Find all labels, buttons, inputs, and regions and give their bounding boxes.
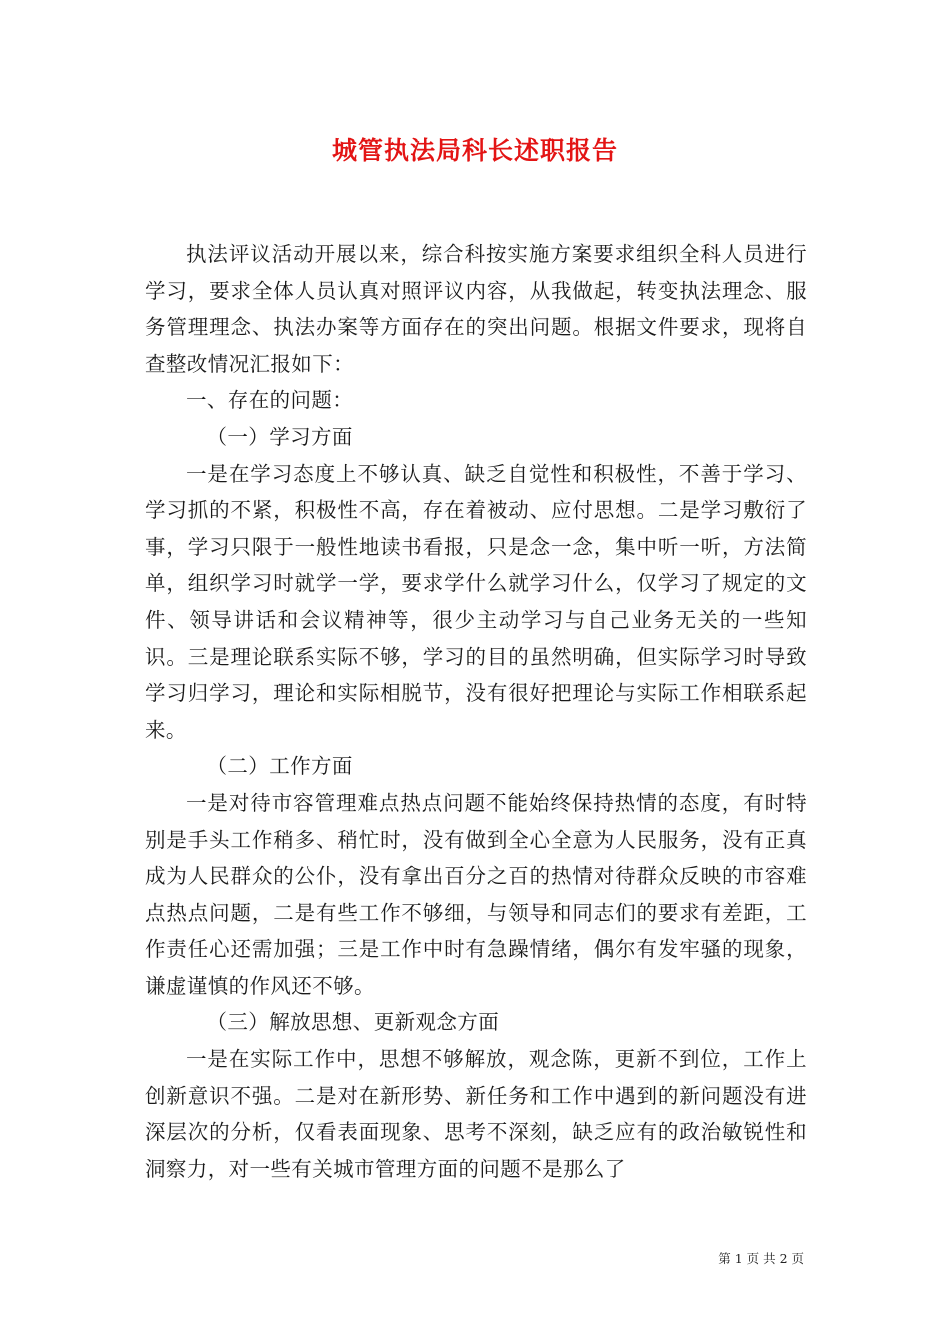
subsection-heading-study: （一）学习方面	[206, 424, 353, 449]
document-body	[145, 236, 807, 1187]
document-title: 城管执法局科长述职报告	[331, 136, 618, 165]
subsection-heading-work: （二）工作方面	[206, 754, 353, 779]
thinking-paragraph: 一是在实际工作中，思想不够解放，观念陈，更新不到位，工作上创新意识不强。二是对在新形势、新任务和工作中遇到的新问题没有进深层次的分析，仅看表面现象、思考不深刻，缺乏应有的政治敏锐性和洞察力，对一些有关城市管理方面的问题不是那么了	[145, 1047, 807, 1181]
section-heading-problems: 一、存在的问题：	[186, 388, 354, 413]
work-paragraph: 一是对待市容管理难点热点问题不能始终保持热情的态度，有时特别是手头工作稍多、稍忙时，没有做到全心全意为人民服务，没有正真成为人民群众的公仆，没有拿出百分之百的热情对待群众反映的市容难点热点问题，二是有些工作不够细，与领导和同志们的要求有差距，工作责任心还需加强；三是工作中时有急躁情绪，偶尔有发牢骚的现象，谦虚谨慎的作风还不够。	[145, 790, 807, 998]
study-paragraph: 一是在学习态度上不够认真、缺乏自觉性和积极性，不善于学习、学习抓的不紧，积极性不高，存在着被动、应付思想。二是学习敷衍了事，学习只限于一般性地读书看报，只是念一念，集中听一听，方法简单，组织学习时就学一学，要求学什么就学习什么，仅学习了规定的文件、领导讲话和会议精神等，很少主动学习与自己业务无关的一些知识。三是理论联系实际不够，学习的目的虽然明确，但实际学习时导致学习归学习，理论和实际相脱节，没有很好把理论与实际工作相联系起来。	[145, 461, 807, 742]
intro-paragraph: 执法评议活动开展以来，综合科按实施方案要求组织全科人员进行学习，要求全体人员认真对照评议内容，从我做起，转变执法理念、服务管理理念、执法办案等方面存在的突出问题。根据文件要求，现将自查整改情况汇报如下：	[145, 242, 807, 376]
page-footer: 第 1 页 共 2 页	[718, 1251, 804, 1266]
subsection-heading-thinking: （三）解放思想、更新观念方面	[206, 1010, 500, 1035]
